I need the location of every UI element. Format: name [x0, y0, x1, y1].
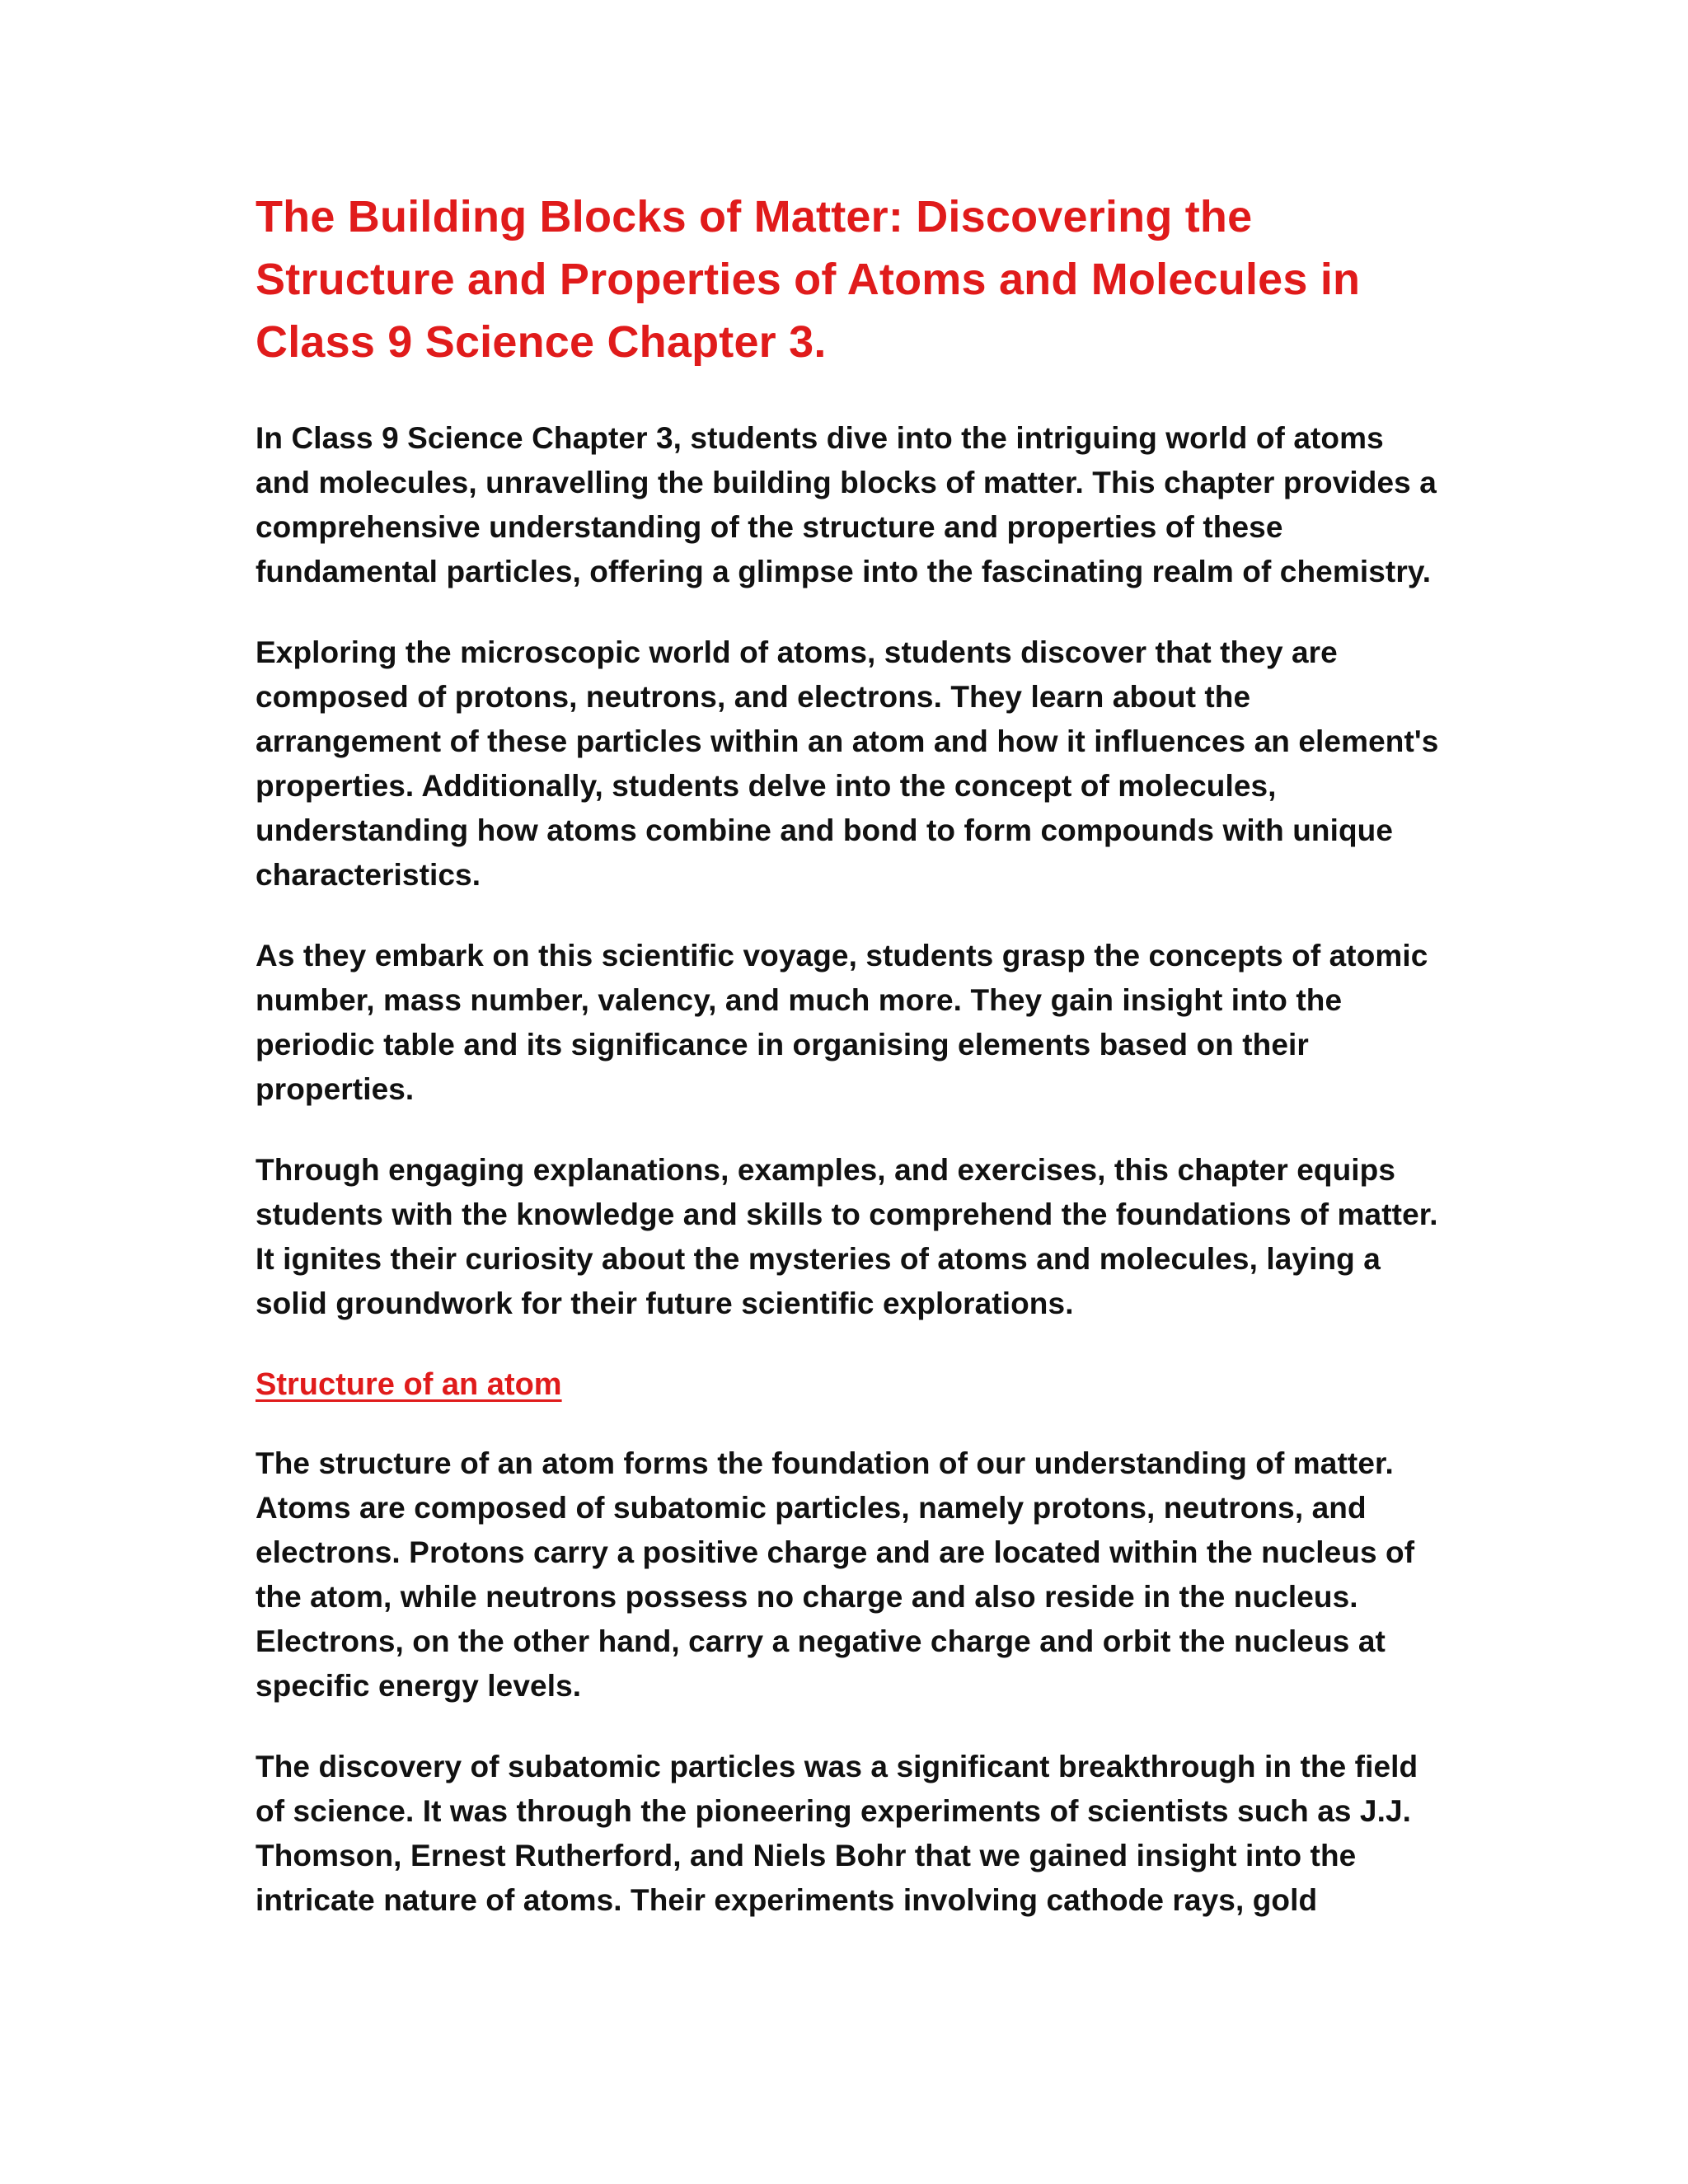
- intro-paragraph-1: In Class 9 Science Chapter 3, students dive into the intriguing world of atoms and molecules, unravelling the building blocks of matter. This chapter provides a comprehensive understanding of the structure and properties of these fundamental particles, offering a glimpse into the fascinating realm of chemistry.: [256, 421, 1437, 588]
- section-paragraph-1: The structure of an atom forms the foundation of our understanding of matter. Atoms are composed of subatomic particles, namely protons, neutrons, and electrons. Protons carry a positive charge and are located within the nucleus of the atom, while neutrons possess no charge and also reside in the nucleus. Electrons, on the other hand, carry a negative charge and orbit the nucleus at specific energy levels.: [256, 1446, 1415, 1703]
- section-paragraph-2: The discovery of subatomic particles was a significant breakthrough in the field of science. It was through the pioneering experiments of scientists such as J.J. Thomson, Ernest Rutherford, and Niels Bohr that we gained insight into the intricate nature of atoms. Their experiments involving cathode rays, gold: [256, 1750, 1418, 1917]
- intro-paragraph-2: Exploring the microscopic world of atoms, students discover that they are composed of protons, neutrons, and electrons. They learn about the arrangement of these particles within an atom and how it influences an element's properties. Additionally, students delve into the concept of molecules, understanding how atoms combine and bond to form compounds with unique characteristics.: [256, 635, 1439, 892]
- document-title: The Building Blocks of Matter: Discovering the Structure and Properties of Atoms and Molecules in Class 9 Science Chapter 3.: [256, 192, 1361, 367]
- section-heading-structure-of-an-atom: Structure of an atom: [256, 1367, 562, 1402]
- intro-paragraph-4: Through engaging explanations, examples, and exercises, this chapter equips students with the knowledge and skills to comprehend the foundations of matter. It ignites their curiosity about the mysteries of atoms and molecules, laying a solid groundwork for their future scientific explorations.: [256, 1153, 1438, 1320]
- document-content: [256, 185, 1442, 1959]
- intro-paragraph-3: As they embark on this scientific voyage, students grasp the concepts of atomic number, mass number, valency, and much more. They gain insight into the periodic table and its significance in organising elements based on their properties.: [256, 939, 1428, 1106]
- section-heading-wrap: [256, 1362, 1442, 1441]
